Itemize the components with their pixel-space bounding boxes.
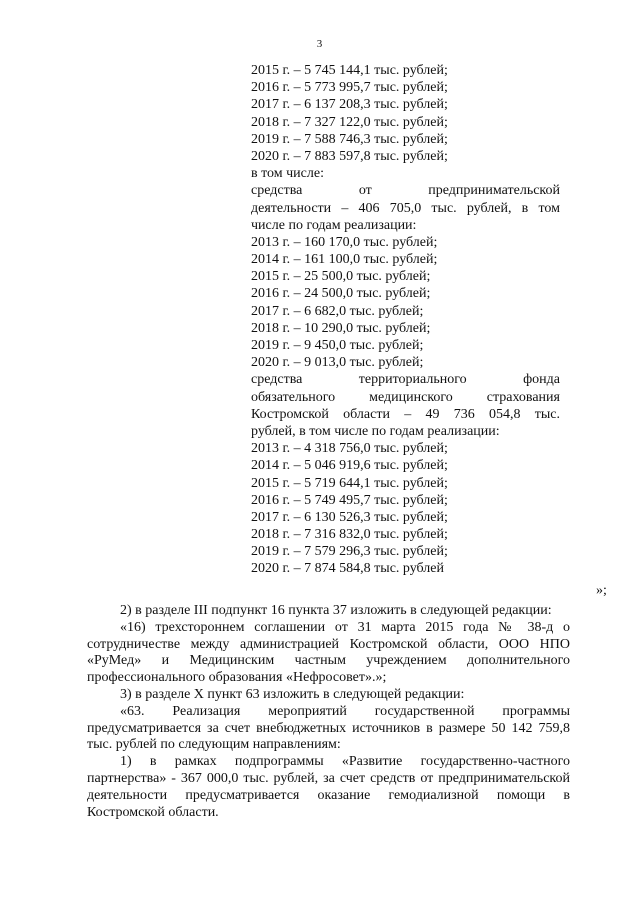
list-item: 2013 г. – 4 318 756,0 тыс. рублей; — [251, 441, 448, 457]
closing-quote: »; — [596, 583, 607, 598]
list-item: 2016 г. – 5 749 495,7 тыс. рублей; — [251, 492, 448, 508]
paragraph: «63. Реализация мероприятий государственной программы предусматривается за счет внебюджетных источников в размере 50 142 759,8 тыс. рублей по следующим направлениям: — [87, 703, 570, 753]
in-total-label: в том числе: — [251, 166, 324, 182]
list-item: 2014 г. – 5 046 919,6 тыс. рублей; — [251, 458, 448, 474]
list-item: 2016 г. – 24 500,0 тыс. рублей; — [251, 286, 431, 302]
list-item: 2020 г. – 9 013,0 тыс. рублей; — [251, 355, 424, 371]
fund-line: обязательного медицинского страхования — [251, 389, 560, 405]
list-item: 2020 г. – 7 874 584,8 тыс. рублей — [251, 561, 444, 577]
list-item: 2019 г. – 7 588 746,3 тыс. рублей; — [251, 131, 448, 147]
list-item: 2018 г. – 7 316 832,0 тыс. рублей; — [251, 527, 448, 543]
fund-line: средства территориального фонда — [251, 372, 560, 388]
entrepreneur-line: числе по годам реализации: — [251, 217, 417, 233]
list-item: 2014 г. – 161 100,0 тыс. рублей; — [251, 252, 438, 268]
list-item: 2018 г. – 10 290,0 тыс. рублей; — [251, 320, 431, 336]
paragraph: 2) в разделе III подпункт 16 пункта 37 изложить в следующей редакции: — [120, 603, 552, 618]
body-text — [87, 603, 570, 821]
list-item: 2013 г. – 160 170,0 тыс. рублей; — [251, 234, 438, 250]
list-item: 2015 г. – 5 745 144,1 тыс. рублей; — [251, 63, 448, 78]
list-item: 2015 г. – 5 719 644,1 тыс. рублей; — [251, 475, 448, 491]
list-item: 2017 г. – 6 137 208,3 тыс. рублей; — [251, 97, 448, 113]
list-item: 2017 г. – 6 682,0 тыс. рублей; — [251, 303, 424, 319]
list-item: 2018 г. – 7 327 122,0 тыс. рублей; — [251, 114, 448, 130]
paragraph: 3) в разделе Х пункт 63 изложить в следующей редакции: — [120, 686, 465, 702]
paragraph: 1) в рамках подпрограммы «Развитие государственно-частного партнерства» - 367 000,0 тыс. рублей, за счет средств от предпринимательской деятельности предусматривается оказание гемодиализной помощи в Костромской области. — [87, 754, 570, 820]
entrepreneur-line: деятельности – 406 705,0 тыс. рублей, в том — [251, 200, 560, 216]
list-item: 2016 г. – 5 773 995,7 тыс. рублей; — [251, 80, 448, 96]
fund-line: Костромской области – 49 736 054,8 тыс. — [251, 406, 560, 422]
list-item: 2015 г. – 25 500,0 тыс. рублей; — [251, 269, 431, 285]
list-item: 2019 г. – 7 579 296,3 тыс. рублей; — [251, 544, 448, 560]
list-item: 2019 г. – 9 450,0 тыс. рублей; — [251, 338, 424, 353]
paragraph: «16) трехстороннем соглашении от 31 марта 2015 года № 38-д о сотрудничестве между администрацией Костромской области, ООО НПО «РуМед» и Медицинским частным учреждением дополнительного профессионального образования «Нефросовет».»; — [87, 619, 570, 686]
entrepreneur-line: средства от предпринимательской — [251, 183, 560, 199]
list-item: 2020 г. – 7 883 597,8 тыс. рублей; — [251, 148, 448, 164]
fund-line: рублей, в том числе по годам реализации: — [251, 423, 500, 439]
list-item: 2017 г. – 6 130 526,3 тыс. рублей; — [251, 509, 448, 525]
page-number: 3 — [316, 38, 323, 50]
funding-column — [251, 62, 560, 578]
